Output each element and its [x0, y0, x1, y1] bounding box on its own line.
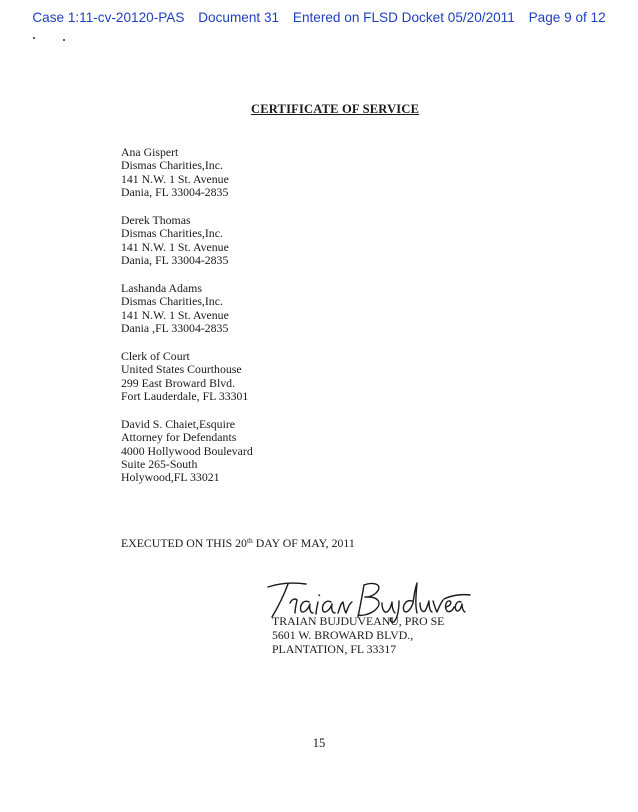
signer-city: PLANTATION, FL 33317 [272, 642, 397, 657]
recipient-name: Ana Gispert [121, 145, 179, 159]
recipient-block [121, 214, 441, 268]
document-number: Document 31 [198, 10, 280, 25]
page-indicator: Page 9 of 12 [528, 10, 606, 25]
recipient-organization: Dismas Charities,Inc. [121, 226, 223, 241]
recipient-block [121, 146, 441, 200]
recipient-city: Dania, FL 33004-2835 [121, 185, 229, 200]
recipient-city: Dania ,FL 33004-2835 [121, 321, 229, 336]
recipient-block [121, 282, 441, 336]
execution-suffix: DAY OF MAY, 2011 [252, 536, 355, 550]
recipient-organization: Dismas Charities,Inc. [121, 294, 223, 309]
scan-speck [63, 39, 65, 41]
recipient-street: 141 N.W. 1 St. Avenue [121, 307, 229, 322]
recipient-name: Derek Thomas [121, 212, 191, 227]
page-title: CERTIFICATE OF SERVICE [251, 102, 420, 116]
scan-speck [33, 37, 35, 39]
recipient-suite: Suite 265-South [121, 456, 198, 471]
recipient-street: 299 East Broward Blvd. [121, 375, 236, 390]
execution-prefix: EXECUTED ON THIS 20 [121, 536, 247, 550]
signer-name: TRAIAN BUJDUVEANU, PRO SE [272, 614, 445, 628]
recipient-name: Clerk of Court [121, 348, 190, 363]
recipient-organization: Dismas Charities,Inc. [121, 158, 223, 173]
recipient-street: 4000 Hollywood Boulevard [121, 443, 253, 458]
recipient-block [121, 418, 441, 485]
recipient-city: Fort Lauderdale, FL 33301 [121, 388, 249, 403]
recipient-list [121, 146, 441, 499]
recipient-street: 141 N.W. 1 St. Avenue [121, 171, 229, 186]
execution-statement [121, 536, 355, 551]
recipient-street: 141 N.W. 1 St. Avenue [121, 239, 229, 254]
case-number: Case 1:11-cv-20120-PAS [32, 10, 185, 25]
docket-entry: Entered on FLSD Docket 05/20/2011 [292, 10, 515, 25]
recipient-city: Holywood,FL 33021 [121, 470, 220, 485]
signer-street: 5601 W. BROWARD BLVD., [272, 628, 414, 643]
signer-block [272, 614, 444, 657]
recipient-organization: United States Courthouse [121, 362, 242, 377]
recipient-title: Attorney for Defendants [121, 430, 237, 445]
recipient-name: Lashanda Adams [121, 280, 202, 295]
recipient-name: David S. Chaiet,Esquire [121, 416, 236, 431]
recipient-block [121, 350, 441, 404]
docket-header [0, 10, 638, 25]
ordinal-suffix: th [246, 536, 253, 545]
recipient-city: Dania, FL 33004-2835 [121, 253, 229, 268]
page-number: 15 [312, 736, 326, 750]
